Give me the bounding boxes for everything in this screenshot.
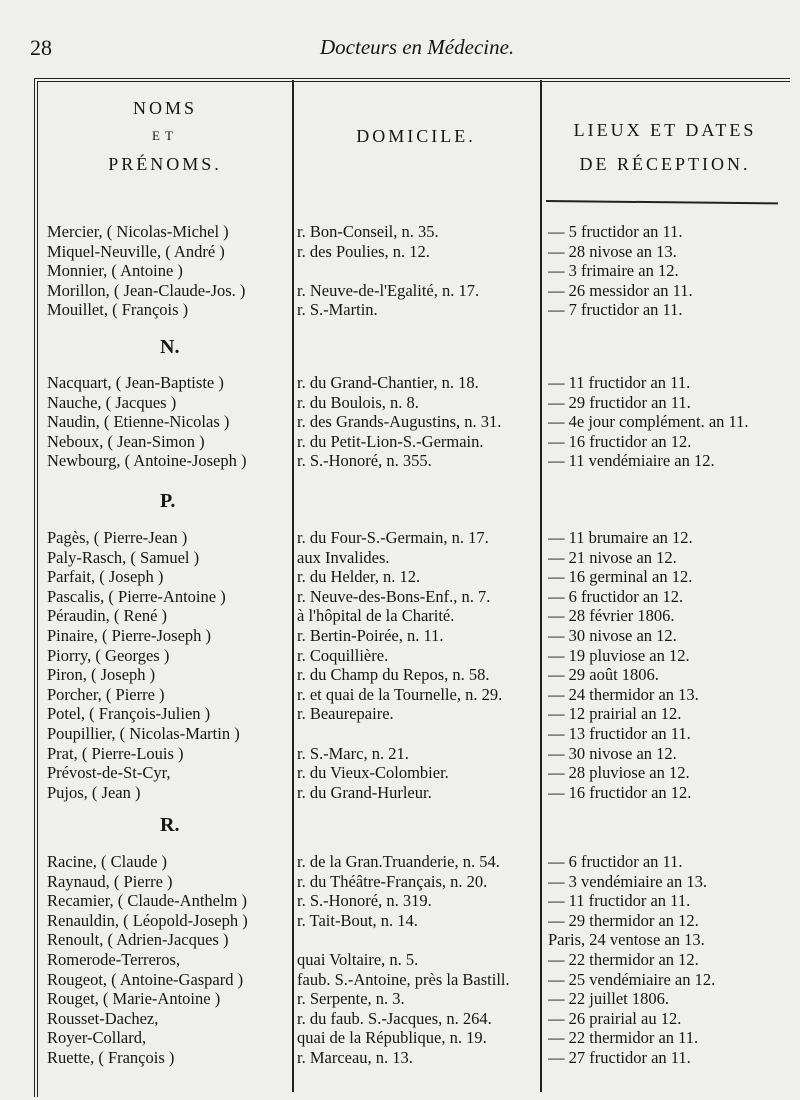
table-row [0,432,800,452]
header-lieux-dates [545,113,785,181]
entry-name: Recamier, ( Claude-Anthelm ) [47,891,248,911]
entry-reception-date: — 22 juillet 1806. [548,989,669,1009]
entry-reception-date: — 28 nivose an 13. [548,241,677,261]
entry-name: Neboux, ( Jean-Simon ) [47,431,205,451]
table-row [0,1028,800,1048]
table-row [0,451,800,471]
entry-name: Parfait, ( Joseph ) [47,567,164,587]
table-row [0,300,800,320]
entry-reception-date: — 22 thermidor an 11. [548,1028,699,1048]
entry-domicile: r. du Champ du Repos, n. 58. [297,665,490,685]
entry-reception-date: — 26 messidor an 11. [548,280,693,300]
entry-domicile: aux Invalides. [297,547,390,567]
table-row [0,783,800,803]
entry-domicile: r. Serpente, n. 3. [297,989,405,1009]
entry-reception-date: — 13 fructidor an 11. [548,724,691,743]
entry-name: Renauldin, ( Léopold-Joseph ) [47,910,248,930]
table-row [0,724,800,744]
table-row [0,911,800,931]
entry-domicile: r. des Poulies, n. 12. [297,241,430,261]
header-et-label: ET [152,128,178,143]
entry-domicile: r. Tait-Bout, n. 14. [297,910,418,930]
table-row [0,567,800,587]
entry-reception-date: — 27 fructidor an 11. [548,1048,691,1067]
table-row [0,1048,800,1068]
entry-reception-date: — 11 brumaire an 12. [548,528,693,547]
table-row [0,281,800,301]
entry-name: Miquel-Neuville, ( André ) [47,241,225,261]
entry-domicile: r. Neuve-de-l'Egalité, n. 17. [297,280,480,300]
table-row [0,989,800,1009]
entry-reception-date: — 29 thermidor an 12. [548,910,699,930]
entry-name: Nauche, ( Jacques ) [47,392,177,412]
entry-reception-date: — 6 fructidor an 11. [548,852,683,871]
section-letter: R. [160,814,180,836]
entry-name: Péraudin, ( René ) [47,606,168,626]
entry-name: Nacquart, ( Jean-Baptiste ) [47,373,224,392]
entry-reception-date: — 30 nivose an 12. [548,626,677,645]
table-row [0,626,800,646]
entry-reception-date: Paris, 24 ventose an 13. [548,930,705,950]
entry-name: Morillon, ( Jean-Claude-Jos. ) [47,280,246,300]
table-row [0,872,800,892]
entry-domicile: r. Bertin-Poirée, n. 11. [297,626,444,645]
entry-domicile: r. du Vieux-Colombier. [297,763,449,783]
table-row [0,1009,800,1029]
page-number: 28 [30,35,52,60]
entry-reception-date: — 6 fructidor an 12. [548,586,684,606]
entry-domicile: r. du Four-S.-Germain, n. 17. [297,528,489,547]
entry-reception-date: — 11 fructidor an 11. [548,373,691,392]
entry-reception-date: — 16 fructidor an 12. [548,431,692,451]
entry-reception-date: — 4e jour complément. an 11. [548,412,749,432]
entry-reception-date: — 25 vendémiaire an 12. [548,969,716,989]
entry-reception-date: — 12 prairial an 12. [548,704,682,724]
entry-reception-date: — 5 fructidor an 11. [548,222,683,241]
entry-name: Romerode-Terreros, [47,950,181,969]
entry-name: Pinaire, ( Pierre-Joseph ) [47,626,212,645]
header-lieux-line1: LIEUX ET DATES [573,120,757,140]
header-domicile: DOMICILE. [356,126,476,146]
entry-domicile: r. du Grand-Chantier, n. 18. [297,373,479,392]
entry-domicile: r. Neuve-des-Bons-Enf., n. 7. [297,586,491,606]
entry-name: Piorry, ( Georges ) [47,645,170,665]
entry-reception-date: — 29 fructidor an 11. [548,392,691,412]
table-row [0,950,800,970]
entry-reception-date: — 26 prairial au 12. [548,1008,682,1028]
entry-domicile: r. du Petit-Lion-S.-Germain. [297,431,484,451]
entry-reception-date: — 11 fructidor an 11. [548,891,691,911]
entry-name: Raynaud, ( Pierre ) [47,871,173,891]
table-row [0,930,800,950]
header-noms [40,94,290,178]
entry-reception-date: — 3 vendémiaire an 13. [548,871,707,891]
section-letter: P. [160,490,176,512]
entry-domicile: r. S.-Marc, n. 21. [297,743,409,763]
entry-domicile: r. du Boulois, n. 8. [297,392,419,412]
entry-name: Mercier, ( Nicolas-Michel ) [47,222,229,241]
entry-reception-date: — 28 pluviose an 12. [548,763,690,783]
table-row [0,242,800,262]
table-row [0,373,800,393]
table-row [0,261,800,281]
entry-name: Mouillet, ( François ) [47,300,189,320]
entry-name: Pujos, ( Jean ) [47,782,141,802]
header-lieux-line2: DE RÉCEPTION. [579,154,751,174]
entry-name: Rousset-Dachez, [47,1008,159,1028]
entry-reception-date: — 11 vendémiaire an 12. [548,451,715,471]
entry-domicile: r. du Helder, n. 12. [297,567,421,587]
entry-domicile: r. S.-Martin. [297,300,378,320]
entry-domicile: quai Voltaire, n. 5. [297,950,419,969]
entry-domicile: r. du Grand-Hurleur. [297,782,432,802]
table-row [0,970,800,990]
entry-reception-date: — 22 thermidor an 12. [548,950,699,969]
entry-name: Newbourg, ( Antoine-Joseph ) [47,451,247,471]
entry-reception-date: — 16 fructidor an 12. [548,782,692,802]
entry-domicile: r. de la Gran.Truanderie, n. 54. [297,852,500,871]
entry-name: Ruette, ( François ) [47,1048,175,1067]
entry-domicile: r. du Théâtre-Français, n. 20. [297,871,488,891]
entry-name: Racine, ( Claude ) [47,852,168,871]
entry-name: Porcher, ( Pierre ) [47,684,165,704]
table-row [0,528,800,548]
entry-domicile: à l'hôpital de la Charité. [297,606,455,626]
table-row [0,646,800,666]
entry-reception-date: — 28 février 1806. [548,606,675,626]
entry-domicile: quai de la République, n. 19. [297,1028,487,1048]
section-letter: N. [160,336,180,358]
entry-reception-date: — 24 thermidor an 13. [548,684,699,704]
entry-name: Naudin, ( Etienne-Nicolas ) [47,412,230,432]
entry-domicile: r. du faub. S.-Jacques, n. 264. [297,1008,492,1028]
entry-name: Renoult, ( Adrien-Jacques ) [47,930,229,950]
entry-name: Rougeot, ( Antoine-Gaspard ) [47,969,244,989]
entry-domicile: r. S.-Honoré, n. 319. [297,891,432,911]
entry-name: Pascalis, ( Pierre-Antoine ) [47,586,226,606]
entry-reception-date: — 16 germinal an 12. [548,567,693,587]
entry-reception-date: — 30 nivose an 12. [548,743,677,763]
entry-reception-date: — 7 fructidor an 11. [548,300,683,320]
header-prenoms-label: PRÉNOMS. [108,154,222,174]
entry-reception-date: — 3 frimaire an 12. [548,261,679,281]
running-head: Docteurs en Médecine. [320,35,515,59]
table-row [0,606,800,626]
entry-name: Piron, ( Joseph ) [47,665,156,685]
entry-name: Potel, ( François-Julien ) [47,704,211,724]
table-row [0,393,800,413]
entry-name: Prat, ( Pierre-Louis ) [47,743,184,763]
table-row [0,763,800,783]
table-row [0,852,800,872]
entry-name: Royer-Collard, [47,1028,147,1048]
entry-name: Rouget, ( Marie-Antoine ) [47,989,221,1009]
table-row [0,744,800,764]
entry-name: Poupillier, ( Nicolas-Martin ) [47,724,240,743]
entry-domicile: r. S.-Honoré, n. 355. [297,451,432,471]
entry-name: Monnier, ( Antoine ) [47,261,183,281]
entry-domicile: r. Marceau, n. 13. [297,1048,413,1067]
entry-domicile: r. Coquillière. [297,645,389,665]
table-row [0,704,800,724]
table-row [0,548,800,568]
table-row [0,685,800,705]
entry-domicile: faub. S.-Antoine, près la Bastill. [297,969,510,989]
header-noms-label: NOMS [132,98,197,118]
table-row [0,665,800,685]
entry-domicile: r. Bon-Conseil, n. 35. [297,222,439,241]
entry-reception-date: — 19 pluviose an 12. [548,645,690,665]
entry-domicile: r. et quai de la Tournelle, n. 29. [297,684,503,704]
entry-reception-date: — 21 nivose an 12. [548,547,677,567]
table-row [0,222,800,242]
table-row [0,587,800,607]
entry-domicile: r. des Grands-Augustins, n. 31. [297,412,502,432]
entry-name: Prévost-de-St-Cyr, [47,763,171,783]
entry-name: Pagès, ( Pierre-Jean ) [47,528,188,547]
entry-domicile: r. Beaurepaire. [297,704,394,724]
table-row [0,412,800,432]
entry-name: Paly-Rasch, ( Samuel ) [47,547,200,567]
entry-reception-date: — 29 août 1806. [548,665,659,685]
table-row [0,891,800,911]
